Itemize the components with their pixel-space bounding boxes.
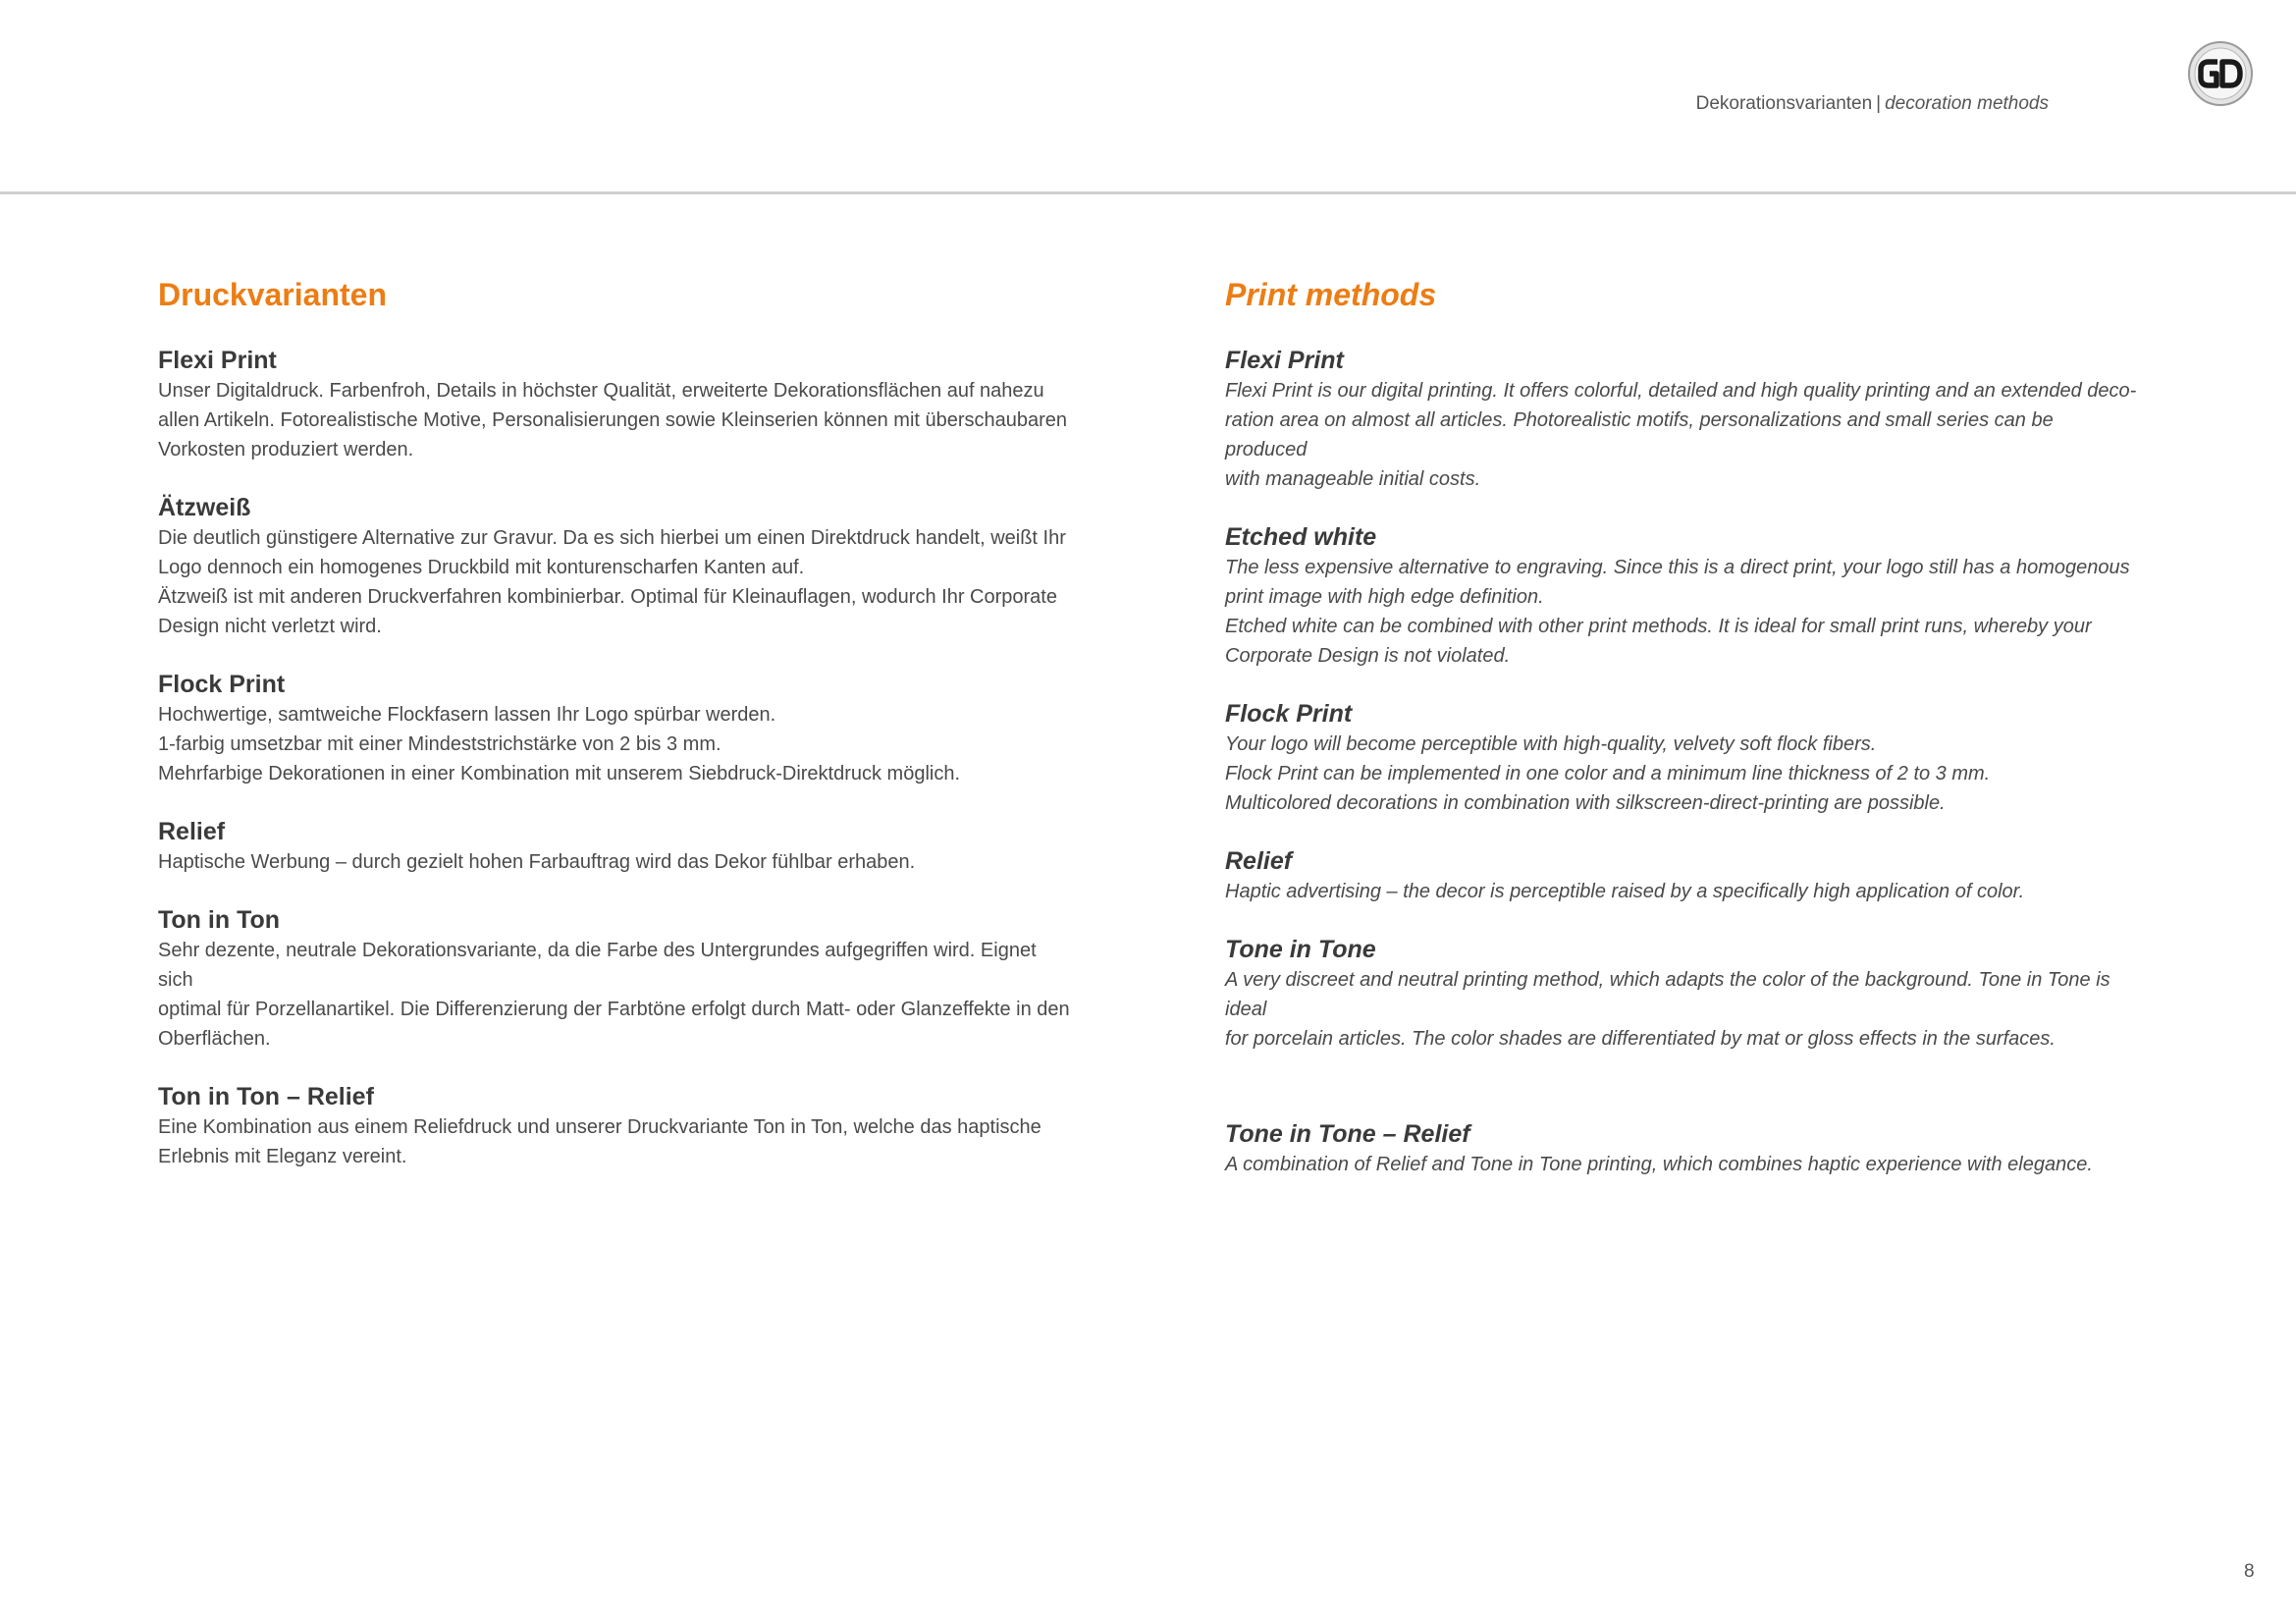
section-title: Flock Print bbox=[158, 671, 286, 698]
section-ton-in-ton-de bbox=[158, 905, 1071, 1054]
section-relief-de bbox=[158, 817, 1071, 877]
section-title: Flock Print bbox=[1225, 700, 1353, 728]
section-title: Tone in Tone bbox=[1225, 936, 1376, 963]
section-body: A combination of Relief and Tone in Tone printing, which combines haptic experience with elegance. bbox=[1225, 1154, 2093, 1175]
section-body: Your logo will become perceptible with high-quality, velvety soft flock fibers. Flock Print can be implemented in one color and a minimum line thickness of 2 to 3 mm. Multicolored decorations in combination with silkscreen-direct-printing are possible. bbox=[1225, 733, 1991, 814]
section-body: Die deutlich günstigere Alternative zur Gravur. Da es sich hierbei um einen Direktdruck handelt, weißt Ihr Logo dennoch ein homogenes Druckbild mit konturenscharfen Kanten auf. Ätzweiß ist mit anderen Druckverfahren kombinierbar. Optimal für Kleinauflagen, wodurch Ihr Corporate Design nicht verletzt wird. bbox=[158, 527, 1066, 637]
section-flexi-print-en bbox=[1225, 346, 2138, 494]
section-body: Eine Kombination aus einem Reliefdruck und unserer Druckvariante Ton in Ton, welche das haptische Erlebnis mit Eleganz vereint. bbox=[158, 1116, 1041, 1167]
section-tone-in-tone-relief-en bbox=[1225, 1119, 2138, 1179]
english-column bbox=[1225, 273, 2138, 1208]
section-tone-in-tone-en bbox=[1225, 935, 2138, 1054]
section-body: Hochwertige, samtweiche Flockfasern lassen Ihr Logo spürbar werden. 1-farbig umsetzbar mit einer Mindeststrichstärke von 2 bis 3 mm. Mehrfarbige Dekorationen in einer Kombination mit unserem Siebdruck-Direktdruck möglich. bbox=[158, 704, 961, 785]
section-body: A very discreet and neutral printing method, which adapts the color of the background. Tone in Tone is ideal for porcelain articles. The color shades are differentiated by mat or gloss effects in the surfaces. bbox=[1225, 969, 2110, 1050]
header-divider bbox=[0, 191, 2296, 194]
section-title: Relief bbox=[158, 818, 226, 845]
section-title: Ton in Ton bbox=[158, 906, 281, 934]
section-title: Flexi Print bbox=[1225, 347, 1344, 374]
section-body: Sehr dezente, neutrale Dekorationsvariante, da die Farbe des Untergrundes aufgegriffen wird. Eignet sich optimal für Porzellanartikel. Die Differenzierung der Farbtöne erfolgt durch Matt- oder Glanzeffekte in den Oberflächen. bbox=[158, 940, 1070, 1050]
section-title: Flexi Print bbox=[158, 347, 277, 374]
page-number: 8 bbox=[2244, 1561, 2255, 1582]
english-column-title: Print methods bbox=[1225, 277, 1437, 312]
section-title: Ätzweiß bbox=[158, 494, 251, 521]
german-column-title: Druckvarianten bbox=[158, 277, 387, 312]
header-title-de: Dekorationsvarianten bbox=[1695, 93, 1873, 114]
gd-logo-icon bbox=[2187, 40, 2254, 107]
running-header bbox=[1696, 93, 2049, 115]
section-flock-print-en bbox=[1225, 699, 2138, 818]
section-title: Ton in Ton – Relief bbox=[158, 1083, 374, 1110]
section-flock-print-de bbox=[158, 670, 1071, 788]
section-body: Haptic advertising – the decor is perceptible raised by a specifically high application of color. bbox=[1225, 881, 2025, 902]
section-body: Unser Digitaldruck. Farbenfroh, Details in höchster Qualität, erweiterte Dekorationsflächen auf nahezu allen Artikeln. Fotorealistische Motive, Personalisierungen sowie Kleinserien können mit überschaubaren Vorkosten produziert werden. bbox=[158, 380, 1068, 460]
header-separator: | bbox=[1876, 93, 1882, 114]
section-title: Tone in Tone – Relief bbox=[1225, 1120, 1470, 1148]
section-etched-white-en bbox=[1225, 522, 2138, 671]
section-relief-en bbox=[1225, 846, 2138, 906]
section-flexi-print-de bbox=[158, 346, 1071, 464]
section-aetzweiss-de bbox=[158, 493, 1071, 641]
section-body: The less expensive alternative to engraving. Since this is a direct print, your logo still has a homogenous print image with high edge definition. Etched white can be combined with other print methods. It is ideal for small print runs, whereby your Corporate Design is not violated. bbox=[1225, 557, 2130, 667]
section-ton-in-ton-relief-de bbox=[158, 1082, 1071, 1171]
section-body: Flexi Print is our digital printing. It offers colorful, detailed and high quality printing and an extended deco- ration area on almost all articles. Photorealistic motifs, personalizations and small series can be produced with manageable initial costs. bbox=[1225, 380, 2137, 490]
section-title: Etched white bbox=[1225, 523, 1377, 551]
section-title: Relief bbox=[1225, 847, 1293, 875]
header-title-en: decoration methods bbox=[1885, 93, 2049, 114]
section-body: Haptische Werbung – durch gezielt hohen Farbauftrag wird das Dekor fühlbar erhaben. bbox=[158, 851, 916, 873]
german-column bbox=[158, 273, 1071, 1200]
